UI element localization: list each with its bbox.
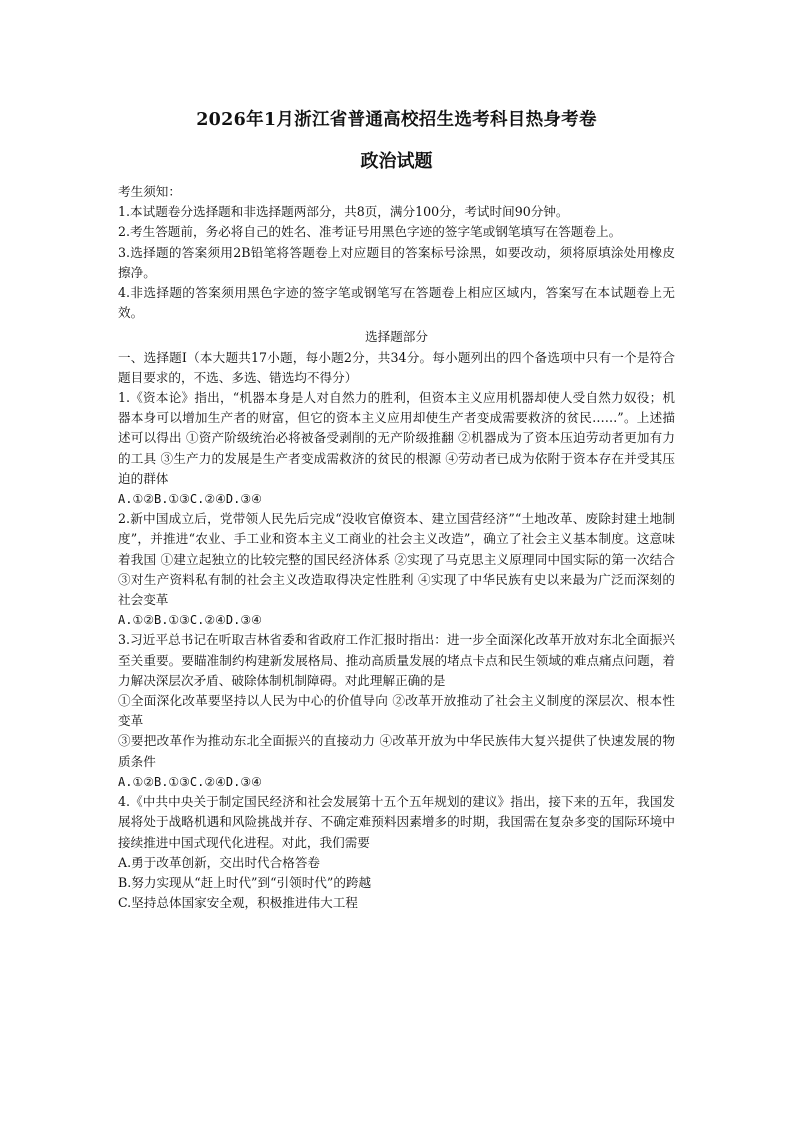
question-2 (118, 509, 675, 630)
notice-heading: 考生须知： (118, 184, 181, 199)
section-instruction: 一、选择题Ⅰ（本大题共17小题，每小题2分，共34分。每小题列出的四个备选项中只有一个是符合题目要求的，不选、多选、错选均不得分） (118, 349, 675, 385)
notice-block (118, 182, 675, 323)
answer-choices: A.①②B.①③C.②④D.③④ (118, 492, 262, 507)
question-3 (118, 630, 675, 792)
option-a: A.勇于改革创新，交出时代合格答卷 (118, 854, 321, 870)
notice-item: 4.非选择题的答案须用黑色字迹的签字笔或钢笔写在答题卷上相应区域内，答案写在本试题卷上无效。 (118, 285, 675, 321)
notice-item: 1.本试题卷分选择题和非选择题两部分，共8页，满分100分，考试时间90分钟。 (118, 204, 569, 220)
question-4 (118, 792, 675, 913)
exam-subtitle: 政治试题 (360, 151, 433, 172)
question-stem: 3.习近平总书记在听取吉林省委和省政府工作汇报时指出：进一步全面深化改革开放对东北全面振兴至关重要。要瞄准制约构建新发展格局、推动高质量发展的堵点卡点和民生领域的难点痛点问题，着力解决深层次矛盾、破除体制机制障碍。对此理解正确的是 (118, 632, 675, 688)
exam-title: 2026年1月浙江省普通高校招生选考科目热身考卷 (196, 110, 597, 130)
statement-line: ③要把改革作为推动东北全面振兴的直接动力 ④改革开放为中华民族伟大复兴提供了快速发展的物质条件 (118, 733, 675, 769)
answer-choices: A.①②B.①③C.②④D.③④ (118, 613, 262, 628)
option-c: C.坚持总体国家安全观，积极推进伟大工程 (118, 895, 358, 911)
question-stem: 4.《中共中央关于制定国民经济和社会发展第十五个五年规划的建议》指出，接下来的五年，我国发展将处于战略机遇和风险挑战并存、不确定难预料因素增多的时期，我国需在复杂多变的国际环境中接续推进中国式现代化进程。对此，我们需要 (118, 794, 675, 850)
question-stem: 2.新中国成立后，党带领人民先后完成“没收官僚资本、建立国营经济”“土地改革、废除封建土地制度”，并推进“农业、手工业和资本主义工商业的社会主义改造”，确立了社会主义基本制度。这意味着我国 ①建立起独立的比较完整的国民经济体系 ②实现了马克思主义原理同中国实际的第一次结合 ③对生产资料私有制的社会主义改造取得决定性胜利 ④实现了中华民族有史以来最为广泛而深刻的社会变革 (118, 511, 675, 608)
notice-item: 3.选择题的答案须用2B铅笔将答题卷上对应题目的答案标号涂黑，如要改动，须将原填涂处用橡皮擦净。 (118, 244, 675, 280)
option-b: B.努力实现从“赶上时代”到“引领时代”的跨越 (118, 874, 372, 890)
question-stem: 1.《资本论》指出，“机器本身是人对自然力的胜利，但资本主义应用机器却使人受自然力奴役；机器本身可以增加生产者的财富，但它的资本主义应用却使生产者变成需要救济的贫民……”。上述描述可以得出 ①资产阶级统治必将被备受剥削的无产阶级推翻 ②机器成为了资本压迫劳动者更加有力的工具 ③生产力的发展是生产者变成需救济的贫民的根源 ④劳动者已成为依附于资本存在并受其压迫的群体 (118, 390, 675, 486)
section-title: 选择题部分 (365, 329, 428, 345)
statement-line: ①全面深化改革要坚持以人民为中心的价值导向 ②改革开放推动了社会主义制度的深层次、根本性变革 (118, 693, 675, 729)
answer-choices: A.①②B.①③C.②④D.③④ (118, 774, 262, 789)
notice-item: 2.考生答题前，务必将自己的姓名、准考证号用黑色字迹的签字笔或钢笔填写在答题卷上。 (118, 224, 622, 240)
question-1 (118, 388, 675, 509)
